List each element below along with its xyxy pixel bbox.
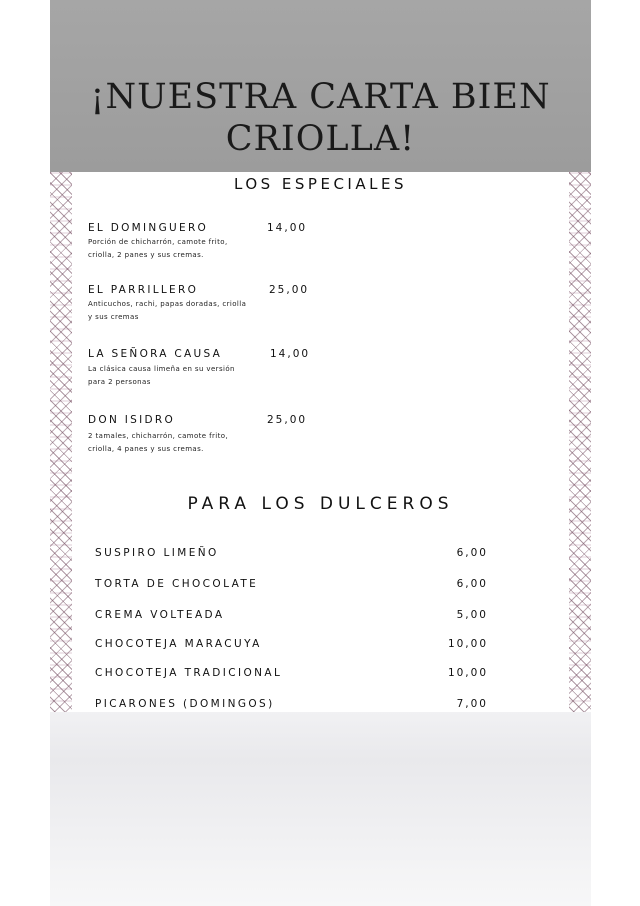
dessert-price: 6,00: [456, 547, 488, 559]
dessert-price: 5,00: [456, 609, 488, 621]
dessert-name: PICARONES (DOMINGOS): [95, 698, 275, 710]
menu-header: [50, 0, 591, 172]
especial-description: La clásica causa limeña en su versión para 2 personas: [88, 365, 235, 386]
especiales-heading: LOS ESPECIALES: [234, 175, 407, 193]
especial-price: 14,00: [270, 348, 311, 360]
especial-description: 2 tamales, chicharrón, camote frito, criolla, 4 panes y sus cremas.: [88, 432, 229, 453]
menu-title: [50, 76, 591, 160]
especial-name: EL DOMINGUERO: [88, 222, 209, 234]
dessert-name: CHOCOTEJA TRADICIONAL: [95, 667, 283, 679]
dessert-name: TORTA DE CHOCOLATE: [95, 578, 259, 590]
especial-name: DON ISIDRO: [88, 414, 176, 426]
ornamental-border-right: [569, 172, 591, 712]
dulceros-heading: PARA LOS DULCEROS: [187, 494, 454, 514]
especial-description: Anticuchos, rachi, papas doradas, criolla y sus cremas: [88, 300, 247, 321]
menu-title-line2: CRIOLLA!: [225, 119, 416, 159]
dessert-name: CHOCOTEJA MARACUYA: [95, 638, 262, 650]
especial-name: LA SEÑORA CAUSA: [88, 348, 223, 360]
especial-description: Porción de chicharrón, camote frito, criolla, 2 panes y sus cremas.: [88, 238, 228, 259]
especial-price: 25,00: [269, 284, 310, 296]
especial-price: 25,00: [267, 414, 308, 426]
dessert-name: SUSPIRO LIMEÑO: [95, 547, 219, 559]
especial-name: EL PARRILLERO: [88, 284, 199, 296]
dessert-price: 7,00: [456, 698, 488, 710]
dessert-price: 10,00: [447, 667, 488, 679]
dessert-price: 6,00: [456, 578, 488, 590]
menu-title-line1: ¡NUESTRA CARTA BIEN: [90, 77, 551, 117]
dessert-name: CREMA VOLTEADA: [95, 609, 225, 621]
dessert-price: 10,00: [447, 638, 488, 650]
menu-card: [50, 172, 591, 712]
ornamental-border-left: [50, 172, 72, 712]
especial-price: 14,00: [267, 222, 308, 234]
